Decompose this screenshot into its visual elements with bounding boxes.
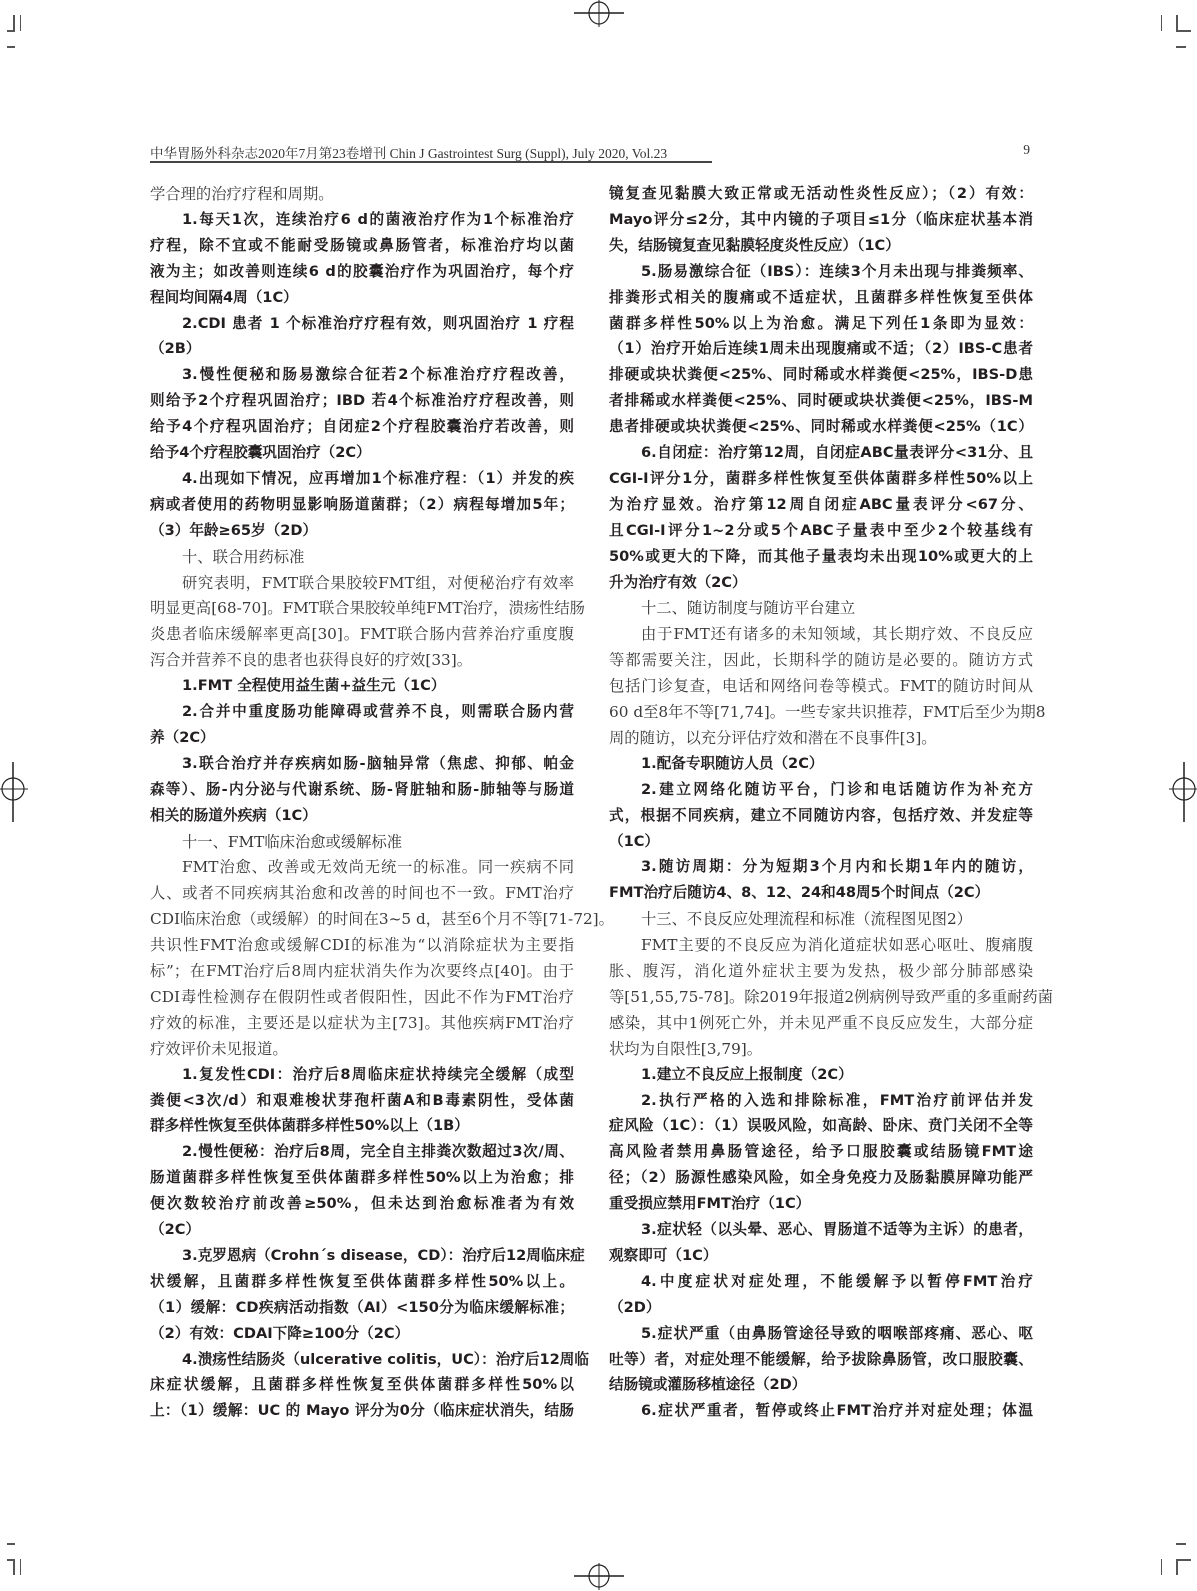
text-line: 床症状缓解，且菌群多样性恢复至供体菌群多样性50%以: [150, 1376, 574, 1394]
registration-mark-top: [574, 0, 624, 28]
crop-mark-top-left-bar: [20, 15, 21, 31]
text-line: 升为治疗有效（2C）: [609, 573, 747, 591]
text-line: CDI临床治愈（或缓解）的时间在3~5 d，甚至6个月不等[71-72]。: [150, 910, 614, 929]
text-line: 给予4个疗程胶囊巩固治疗（2C）: [150, 444, 371, 461]
text-line: 观察即可（1C）: [609, 1246, 718, 1264]
crop-mark-bottom-right-dash: [1176, 1543, 1186, 1545]
text-line: 疗程，除不宜或不能耐受肠镜或鼻肠管者，标准治疗均以菌: [150, 236, 574, 254]
text-line: 周的随访，以充分评估疗效和潜在不良事件[3]。: [609, 728, 937, 747]
text-line: 吐等）者，对症处理不能缓解，给予拔除鼻肠管，改口服胶囊、: [609, 1350, 1033, 1368]
text-line: 共识性FMT治愈或缓解CDI的标准为“以消除症状为主要指: [150, 936, 574, 955]
text-line: 炎患者临床缓解率更高[30]。FMT联合肠内营养治疗重度腹: [150, 625, 574, 644]
text-line: （2D）: [609, 1298, 661, 1316]
journal-citation: 中华胃肠外科杂志2020年7月第23卷增刊 Chin J Gastrointest Surg (Suppl), July 2020, Vol.23: [150, 146, 668, 161]
section-heading: 十三、不良反应处理流程和标准（流程图见图2）: [641, 910, 972, 929]
text-line: 疗效的标准，主要还是以症状为主[73]。其他疾病FMT治疗: [150, 1013, 574, 1032]
text-line: 5.肠易激综合征（IBS）：连续3个月未出现与排粪频率、: [641, 262, 1033, 280]
crop-mark-bottom-left-dash: [7, 1543, 15, 1545]
text-line: 则给予2个疗程巩固治疗；IBD 若4个标准治疗疗程改善，则: [150, 392, 574, 410]
text-line: 4.中度症状对症处理，不能缓解予以暂停FMT治疗: [641, 1272, 1033, 1290]
text-line: 养（2C）: [150, 728, 215, 746]
text-line: 状均为自限性[3,79]。: [609, 1039, 763, 1058]
text-line: 病或者使用的药物明显影响肠道菌群；（2）病程每增加5年；: [150, 495, 574, 513]
text-line: 4.溃疡性结肠炎（ulcerative colitis，UC）：治疗后12周临: [182, 1350, 589, 1368]
crop-mark-bottom-right-h: [1176, 1559, 1191, 1561]
text-line: （3）年龄≥65岁（2D）: [150, 521, 318, 539]
text-line: 学合理的治疗疗程和周期。: [150, 185, 334, 203]
text-line: CDI毒性检测存在假阴性或者假阳性，因此不作为FMT治疗: [150, 987, 574, 1006]
text-line: 为治疗显效。治疗第12周自闭症ABC量表评分<67分、: [609, 495, 1033, 513]
text-line: 菌群多样性50%以上为治愈。满足下列任1条即为显效：: [609, 314, 1033, 332]
text-line: 2.慢性便秘：治疗后8周，完全自主排粪次数超过3次/周、: [182, 1143, 574, 1161]
text-line: 给予4个疗程巩固治疗；自闭症2个疗程胶囊治疗若改善，则: [150, 418, 574, 436]
text-line: 2.建立网络化随访平台，门诊和电话随访作为补充方: [641, 780, 1033, 798]
text-line: 上：（1）缓解：UC 的 Mayo 评分为0分（临床症状消失，结肠: [150, 1402, 574, 1420]
crop-mark-top-right-v: [1176, 15, 1178, 31]
text-line: 3.慢性便秘和肠易激综合征若2个标准治疗疗程改善，: [182, 366, 574, 384]
text-line: 结肠镜或灌肠移植途径（2D）: [609, 1376, 807, 1394]
text-line: 标”；在FMT治疗后8周内症状消失作为次要终点[40]。由于: [150, 962, 574, 980]
text-line: 肠道菌群多样性恢复至供体菌群多样性50%以上为治愈；排: [150, 1169, 574, 1187]
text-line: 者排稀或水样粪便<25%、同时硬或块状粪便<25%，IBS-M: [609, 392, 1033, 410]
text-line: 等都需要关注，因此，长期科学的随访是必要的。随访方式: [609, 651, 1033, 670]
text-line: 失，结肠镜复查见黏膜轻度炎性反应）（1C）: [609, 236, 900, 254]
text-line: FMT治愈、改善或无效尚无统一的标准。同一疾病不同: [182, 858, 574, 877]
registration-mark-right: [1167, 762, 1197, 822]
text-line: 粪便<3次/d）和艰难梭状芽孢杆菌A和B毒素阴性，受体菌: [150, 1091, 574, 1109]
text-line: （1）治疗开始后连续1周未出现腹痛或不适；（2）IBS-C患者: [609, 340, 1033, 358]
text-line: 森等）、肠-内分泌与代谢系统、肠-肾脏轴和肠-肺轴等与肠道: [150, 780, 574, 798]
crop-mark-top-right-dash: [1176, 46, 1186, 48]
text-line: 2.合并中重度肠功能障碍或营养不良，则需联合肠内营: [182, 703, 574, 720]
header-rule: [150, 161, 712, 163]
text-line: 由于FMT还有诸多的未知领域，其长期疗效、不良反应: [641, 625, 1033, 644]
text-line: 排粪形式相关的腹痛或不适症状，且菌群多样性恢复至供体: [609, 288, 1033, 306]
text-line: FMT治疗后随访4、8、12、24和48周5个时间点（2C）: [609, 884, 990, 902]
text-line: 60 d至8年不等[71,74]。一些专家共识推荐，FMT后至少为期8: [609, 703, 1046, 721]
text-line: 重受损应禁用FMT治疗（1C）: [609, 1195, 811, 1213]
text-line: 等[51,55,75-78]。除2019年报道2例病例导致严重的多重耐药菌: [609, 987, 1053, 1006]
text-line: 便次数较治疗前改善≥50%，但未达到治愈标准者为有效: [150, 1195, 574, 1213]
text-line: （1C）: [609, 832, 660, 850]
text-line: 3.联合治疗并存疾病如肠-脑轴异常（焦虑、抑郁、帕金: [182, 754, 574, 772]
text-line: 明显更高[68-70]。FMT联合果胶较单纯FMT治疗，溃疡性结肠: [150, 599, 585, 618]
crop-mark-bottom-right-bar: [1161, 1559, 1162, 1575]
text-line: 6.症状严重者，暂停或终止FMT治疗并对症处理；体温: [641, 1402, 1033, 1420]
text-line: 3.随访周期：分为短期3个月内和长期1年内的随访，: [641, 858, 1033, 876]
text-line: 径；（2）肠源性感染风险，如全身免疫力及肠黏膜屏障功能严: [609, 1169, 1033, 1187]
crop-mark-bottom-left-bar: [20, 1559, 21, 1575]
text-line: 1.每天1次，连续治疗6 d的菌液治疗作为1个标准治疗: [182, 210, 574, 228]
text-line: 1.复发性CDI：治疗后8周临床症状持续完全缓解（成型: [182, 1065, 574, 1083]
text-line: FMT主要的不良反应为消化道症状如恶心呕吐、腹痛腹: [641, 936, 1033, 955]
text-line: 人、或者不同疾病其治愈和改善的时间也不一致。FMT治疗: [150, 884, 574, 903]
text-line: 程间均间隔4周（1C）: [150, 288, 298, 306]
section-heading: 十、联合用药标准: [182, 547, 305, 566]
text-line: 群多样性恢复至供体菌群多样性50%以上（1B）: [150, 1117, 469, 1135]
text-line: 排硬或块状粪便<25%、同时稀或水样粪便<25%，IBS-D患: [609, 366, 1033, 384]
text-line: （2B）: [150, 340, 201, 358]
section-heading: 十一、FMT临床治愈或缓解标准: [182, 832, 403, 851]
crop-mark-top-left-v: [13, 15, 15, 31]
text-line: CGI-I评分1分，菌群多样性恢复至供体菌群多样性50%以上: [609, 469, 1033, 487]
text-line: 2.CDI 患者 1 个标准治疗疗程有效，则巩固治疗 1 疗程: [182, 314, 574, 332]
text-line: 镜复查见黏膜大致正常或无活动性炎性反应）；（2）有效：: [609, 185, 1033, 202]
text-line: 患者排硬或块状粪便<25%、同时稀或水样粪便<25%（1C）: [609, 418, 1033, 436]
text-line: Mayo评分≤2分，其中内镜的子项目≤1分（临床症状基本消: [609, 210, 1033, 228]
registration-mark-bottom: [574, 1563, 624, 1591]
section-heading: 十二、随访制度与随访平台建立: [641, 599, 856, 618]
text-line: 3.克罗恩病（Crohn´s disease，CD）：治疗后12周临床症: [182, 1246, 585, 1264]
running-header: [150, 140, 1030, 164]
text-line: 2.执行严格的入选和排除标准，FMT治疗前评估并发: [641, 1091, 1033, 1109]
text-line: 1.配备专职随访人员（2C）: [641, 754, 824, 772]
text-line: 50%或更大的下降，而其他子量表均未出现10%或更大的上: [609, 547, 1033, 565]
text-line: （2C）: [150, 1221, 201, 1238]
text-line: 1.建立不良反应上报制度（2C）: [641, 1065, 853, 1083]
text-line: 感染，其中1例死亡外，并未见严重不良反应发生，大部分症: [609, 1013, 1033, 1032]
text-line: （1）缓解：CD疾病活动指数（AI）<150分为临床缓解标准；: [150, 1298, 574, 1316]
text-line: 状缓解，且菌群多样性恢复至供体菌群多样性50%以上。: [150, 1272, 574, 1290]
registration-mark-left: [0, 762, 30, 822]
text-line: 且CGI-I评分1~2分或5个ABC子量表中至少2个较基线有: [609, 521, 1033, 539]
text-line: 式，根据不同疾病，建立不同随访内容，包括疗效、并发症等: [609, 806, 1033, 824]
text-line: 5.症状严重（由鼻肠管途径导致的咽喉部疼痛、恶心、呕: [641, 1324, 1033, 1342]
text-line: 4.出现如下情况，应再增加1个标准疗程：（1）并发的疾: [182, 469, 574, 487]
text-line: 3.症状轻（以头晕、恶心、胃肠道不适等为主诉）的患者，: [641, 1221, 1033, 1238]
text-line: 研究表明，FMT联合果胶较FMT组，对便秘治疗有效率: [182, 573, 574, 592]
text-line: 液为主；如改善则连续6 d的胶囊治疗作为巩固治疗，每个疗: [150, 262, 574, 280]
crop-mark-top-right-bar: [1161, 15, 1162, 31]
text-line: （2）有效：CDAI下降≥100分（2C）: [150, 1324, 410, 1342]
text-line: 1.FMT 全程使用益生菌+益生元（1C）: [182, 677, 446, 695]
text-line: 疗效评价未见报道。: [150, 1039, 288, 1058]
text-line: 胀、腹泻，消化道外症状主要为发热，极少部分肺部感染: [609, 962, 1033, 980]
text-line: 相关的肠道外疾病（1C）: [150, 806, 317, 824]
text-line: 高风险者禁用鼻肠管途径，给予口服胶囊或结肠镜FMT途: [609, 1143, 1033, 1161]
text-line: 6.自闭症：治疗第12周，自闭症ABC量表评分<31分、且: [641, 444, 1033, 461]
text-line: 包括门诊复查，电话和网络问卷等模式。FMT的随访时间从: [609, 677, 1033, 696]
crop-mark-top-left-dash: [7, 46, 15, 48]
text-line: 泻合并营养不良的患者也获得良好的疗效[33]。: [150, 651, 473, 670]
text-line: 症风险（1C）：（1）误吸风险，如高龄、卧床、贲门关闭不全等: [609, 1117, 1033, 1135]
crop-mark-top-right-h: [1176, 30, 1191, 32]
crop-mark-bottom-left-v: [13, 1559, 15, 1575]
page-number: 9: [1023, 142, 1030, 157]
crop-mark-bottom-right-v: [1176, 1559, 1178, 1575]
